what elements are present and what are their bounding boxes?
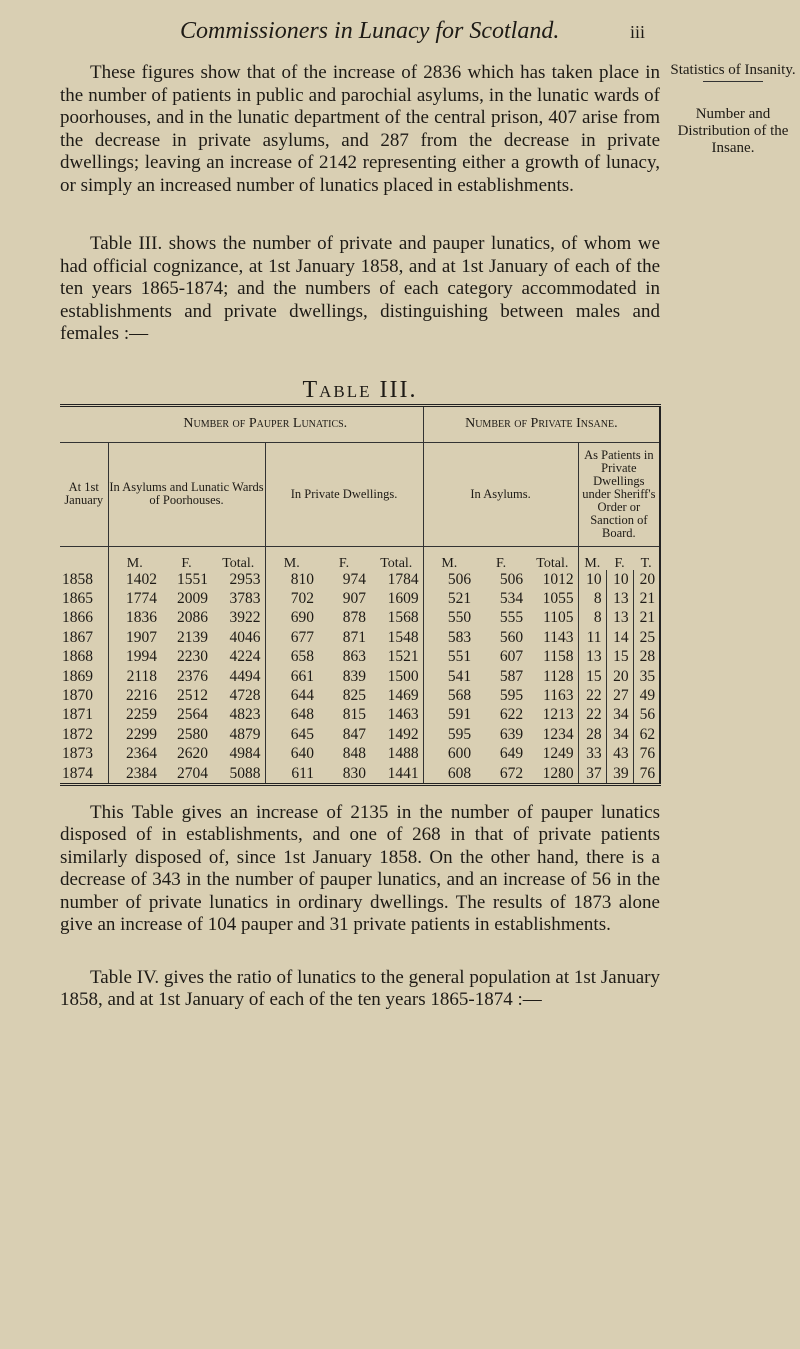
value-cell: 62 <box>639 725 656 743</box>
year-cell: 1867 <box>60 628 108 647</box>
value-cell: 2384 <box>126 764 157 782</box>
value-cell: 27 <box>606 686 633 705</box>
value-cell: 1463 <box>370 705 423 724</box>
running-header <box>0 18 800 50</box>
value-cell: 560 <box>499 628 524 646</box>
table-row <box>60 667 660 686</box>
paragraph-4: Table IV. gives the ratio of lunatics to the general population at 1st January 1858, and at 1st January of each of the ten years 1865-1874 :— <box>60 966 660 1011</box>
value-cell: 672 <box>499 764 524 782</box>
value-cell: 591 <box>447 706 472 724</box>
table-row <box>60 628 660 647</box>
value-cell: 1402 <box>126 570 157 588</box>
value-cell: 1280 <box>527 764 578 785</box>
value-cell: 690 <box>290 609 314 627</box>
value-cell: 1568 <box>370 608 423 627</box>
subheader-total: Total. <box>370 546 423 570</box>
value-cell: 848 <box>342 745 366 763</box>
value-cell: 839 <box>342 667 366 685</box>
value-cell: 871 <box>342 628 366 646</box>
value-cell: 1784 <box>370 570 423 589</box>
value-cell: 1907 <box>126 628 157 646</box>
subheader-m: M. <box>584 555 601 571</box>
value-cell: 1158 <box>527 647 578 666</box>
value-cell: 20 <box>606 667 633 686</box>
subheader-m: M. <box>441 555 458 571</box>
value-cell: 43 <box>606 744 633 763</box>
year-cell: 1866 <box>60 608 108 627</box>
value-cell: 4984 <box>212 744 265 763</box>
value-cell: 49 <box>639 686 656 704</box>
value-cell: 15 <box>606 647 633 666</box>
value-cell: 2299 <box>126 725 157 743</box>
value-cell: 56 <box>639 706 656 724</box>
margin-note-statistics <box>666 62 800 84</box>
year-cell: 1869 <box>60 667 108 686</box>
value-cell: 878 <box>342 609 366 627</box>
subheader-m: M. <box>283 555 300 571</box>
value-cell: 34 <box>606 725 633 744</box>
value-cell: 2376 <box>177 667 208 685</box>
value-cell: 2139 <box>177 628 208 646</box>
value-cell: 645 <box>290 725 314 743</box>
value-cell: 1143 <box>527 628 578 647</box>
value-cell: 550 <box>447 609 472 627</box>
value-cell: 810 <box>290 570 314 588</box>
table-row <box>60 705 660 724</box>
value-cell: 1994 <box>126 648 157 666</box>
value-cell: 2216 <box>126 686 157 704</box>
value-cell: 1469 <box>370 686 423 705</box>
value-cell: 4046 <box>212 628 265 647</box>
value-cell: 1055 <box>527 589 578 608</box>
paragraph-1: These figures show that of the increase of 2836 which has taken place in the number of patients in public and parochial asylums, in the lunatic wards of poorhouses, and in the lunatic department of the central prison, 407 arise from the decrease in private asylums, and 287 from the decrease in private dwellings; leaving an increase of 2142 representing either a growth of lunacy, or simply an increased number of lunatics placed in establishments. <box>60 62 660 196</box>
year-cell: 1873 <box>60 744 108 763</box>
value-cell: 825 <box>342 686 366 704</box>
year-cell: 1870 <box>60 686 108 705</box>
value-cell: 521 <box>447 589 472 607</box>
value-cell: 1492 <box>370 725 423 744</box>
table-row <box>60 744 660 763</box>
value-cell: 35 <box>639 667 656 685</box>
value-cell: 568 <box>447 686 472 704</box>
value-cell: 76 <box>639 764 656 782</box>
subheader-f: F. <box>338 555 350 571</box>
value-cell: 587 <box>499 667 524 685</box>
value-cell: 702 <box>290 589 314 607</box>
value-cell: 974 <box>342 570 366 588</box>
value-cell: 5088 <box>212 764 265 785</box>
value-cell: 2118 <box>126 667 157 685</box>
value-cell: 907 <box>342 589 366 607</box>
value-cell: 595 <box>499 686 524 704</box>
value-cell: 4494 <box>212 667 265 686</box>
table-row <box>60 589 660 608</box>
table-row <box>60 686 660 705</box>
subheader-m: M. <box>126 555 143 571</box>
text-column <box>60 62 660 1012</box>
value-cell: 10 <box>578 570 606 589</box>
value-cell: 8 <box>578 608 606 627</box>
col-patients-dwellings: As Patients in Private Dwellings under Sheriff's Order or Sanction of Board. <box>578 442 660 546</box>
value-cell: 1128 <box>527 667 578 686</box>
table-iii <box>60 404 661 786</box>
value-cell: 3783 <box>212 589 265 608</box>
value-cell: 33 <box>578 744 606 763</box>
value-cell: 20 <box>639 570 656 588</box>
value-cell: 21 <box>639 609 656 627</box>
value-cell: 534 <box>499 589 524 607</box>
value-cell: 1521 <box>370 647 423 666</box>
col-private-dwellings: In Private Dwellings. <box>265 442 423 546</box>
value-cell: 2580 <box>177 725 208 743</box>
value-cell: 2512 <box>177 686 208 704</box>
value-cell: 4823 <box>212 705 265 724</box>
value-cell: 583 <box>447 628 472 646</box>
value-cell: 28 <box>639 648 656 666</box>
group-pauper: Number of Pauper Lunatics. <box>108 405 423 442</box>
value-cell: 2620 <box>177 745 208 763</box>
value-cell: 640 <box>290 745 314 763</box>
value-cell: 541 <box>447 667 472 685</box>
group-private: Number of Private Insane. <box>423 405 660 442</box>
value-cell: 1488 <box>370 744 423 763</box>
value-cell: 649 <box>499 745 524 763</box>
subheader-f: F. <box>181 555 192 571</box>
year-cell: 1865 <box>60 589 108 608</box>
value-cell: 830 <box>342 764 366 782</box>
running-title: Commissioners in Lunacy for Scotland. <box>180 18 560 44</box>
value-cell: 639 <box>499 725 524 743</box>
value-cell: 15 <box>578 667 606 686</box>
value-cell: 28 <box>578 725 606 744</box>
year-cell: 1872 <box>60 725 108 744</box>
value-cell: 1500 <box>370 667 423 686</box>
value-cell: 39 <box>606 764 633 785</box>
value-cell: 22 <box>578 686 606 705</box>
value-cell: 13 <box>606 589 633 608</box>
paragraph-2: Table III. shows the number of private and pauper lunatics, of whom we had official cognizance, at 1st January 1858, and at 1st January of each of the ten years 1865-1874; and the numbers of each category accommodated in establishments and private dwellings, distinguishing between males and females :— <box>60 233 660 344</box>
value-cell: 2009 <box>177 589 208 607</box>
value-cell: 22 <box>578 705 606 724</box>
value-cell: 607 <box>499 648 524 666</box>
value-cell: 611 <box>291 764 314 782</box>
value-cell: 1551 <box>177 570 208 588</box>
value-cell: 863 <box>342 648 366 666</box>
value-cell: 551 <box>447 648 472 666</box>
value-cell: 506 <box>447 570 472 588</box>
col-year: At 1st January <box>60 442 108 546</box>
value-cell: 2259 <box>126 706 157 724</box>
value-cell: 595 <box>447 725 472 743</box>
table-row <box>60 647 660 666</box>
value-cell: 3922 <box>212 608 265 627</box>
value-cell: 1163 <box>527 686 578 705</box>
paragraph-3: This Table gives an increase of 2135 in the number of pauper lunatics disposed of in establishments, and one of 268 in that of private patients similarly disposed of, since 1st January 1858. On the other hand, there is a decrease of 343 in the number of pauper lunatics, and an increase of 56 in the number of private lunatics in ordinary dwellings. The results of 1873 alone give an increase of 104 pauper and 31 private patients in establishments. <box>60 801 660 936</box>
page-number: iii <box>630 22 646 42</box>
value-cell: 34 <box>606 705 633 724</box>
value-cell: 1836 <box>126 609 157 627</box>
value-cell: 600 <box>447 745 472 763</box>
margin-note-text: Statistics of Insanity. <box>670 62 796 78</box>
value-cell: 1213 <box>527 705 578 724</box>
value-cell: 25 <box>639 628 656 646</box>
value-cell: 658 <box>290 648 314 666</box>
value-cell: 13 <box>578 647 606 666</box>
value-cell: 2086 <box>177 609 208 627</box>
table-row <box>60 725 660 744</box>
value-cell: 1105 <box>527 608 578 627</box>
year-cell: 1868 <box>60 647 108 666</box>
col-in-asylums: In Asylums. <box>423 442 578 546</box>
table-title: Table III. <box>302 376 418 403</box>
table-row <box>60 608 660 627</box>
year-cell: 1871 <box>60 705 108 724</box>
subheader-f: F. <box>614 555 625 571</box>
margin-note-number: Number and Distribution of the Insane. <box>677 106 789 156</box>
value-cell: 37 <box>578 764 606 785</box>
value-cell: 13 <box>606 608 633 627</box>
value-cell: 1012 <box>527 570 578 589</box>
table-row <box>60 764 660 785</box>
value-cell: 608 <box>447 764 472 782</box>
value-cell: 21 <box>639 589 656 607</box>
year-cell: 1858 <box>60 570 108 589</box>
value-cell: 1548 <box>370 628 423 647</box>
subheader-f: F. <box>495 555 507 571</box>
value-cell: 2564 <box>177 706 208 724</box>
value-cell: 11 <box>578 628 606 647</box>
value-cell: 4224 <box>212 647 265 666</box>
value-cell: 1609 <box>370 589 423 608</box>
subheader-total: Total. <box>212 546 265 570</box>
value-cell: 622 <box>499 706 524 724</box>
year-cell: 1874 <box>60 764 108 785</box>
value-cell: 2953 <box>212 570 265 589</box>
value-cell: 8 <box>578 589 606 608</box>
value-cell: 648 <box>290 706 314 724</box>
value-cell: 10 <box>606 570 633 589</box>
value-cell: 506 <box>499 570 524 588</box>
col-asylums-wards: In Asylums and Lunatic Wards of Poorhouses. <box>108 442 265 546</box>
subheader-total: Total. <box>527 546 578 570</box>
value-cell: 815 <box>342 706 366 724</box>
value-cell: 644 <box>290 686 314 704</box>
value-cell: 14 <box>606 628 633 647</box>
value-cell: 847 <box>342 725 366 743</box>
value-cell: 1441 <box>370 764 423 785</box>
value-cell: 661 <box>290 667 314 685</box>
table-row <box>60 570 660 589</box>
value-cell: 2704 <box>177 764 208 782</box>
value-cell: 4879 <box>212 725 265 744</box>
value-cell: 1234 <box>527 725 578 744</box>
subheader-t: T. <box>640 555 652 571</box>
value-cell: 1249 <box>527 744 578 763</box>
value-cell: 1774 <box>126 589 157 607</box>
value-cell: 2230 <box>177 648 208 666</box>
value-cell: 4728 <box>212 686 265 705</box>
value-cell: 76 <box>639 745 656 763</box>
value-cell: 2364 <box>126 745 157 763</box>
value-cell: 677 <box>290 628 314 646</box>
value-cell: 555 <box>499 609 524 627</box>
